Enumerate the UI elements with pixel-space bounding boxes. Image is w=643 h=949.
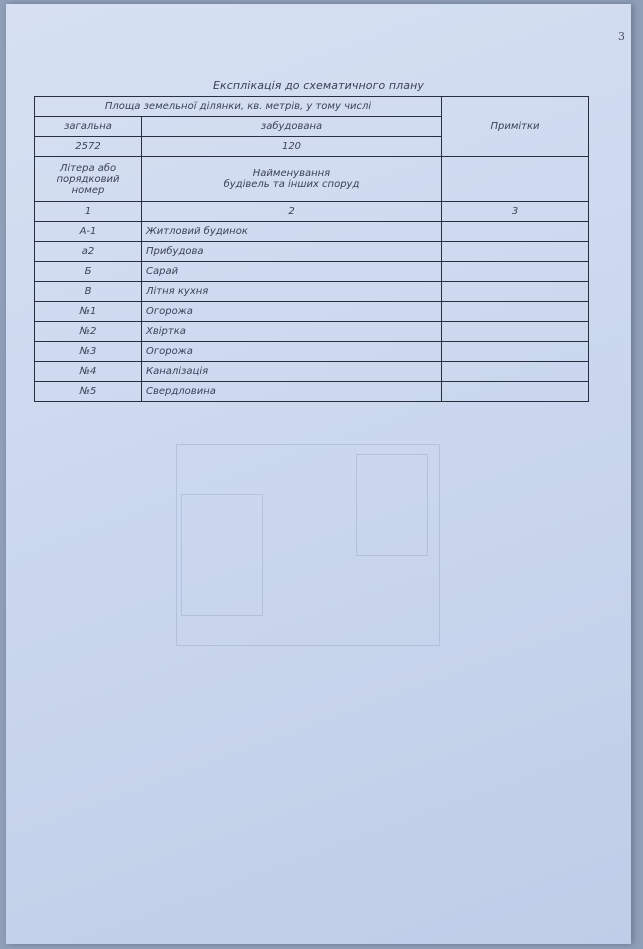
- row-letter: №2: [35, 322, 142, 342]
- table-row: [35, 382, 589, 402]
- total-area-value: 2572: [35, 137, 142, 157]
- name-header-line1: Найменування: [252, 168, 331, 179]
- notes-header: Примітки: [442, 97, 589, 157]
- row-note: [442, 222, 589, 242]
- row-letter: №5: [35, 382, 142, 402]
- row-letter: Б: [35, 262, 142, 282]
- page-number: 3: [618, 30, 625, 43]
- table-caption: Експлікація до схематичного плану: [212, 79, 425, 92]
- row-name: Хвіртка: [142, 322, 442, 342]
- table-row: [35, 242, 589, 262]
- total-area-label: загальна: [35, 117, 142, 137]
- table-row: [35, 342, 589, 362]
- col-number: 2: [142, 202, 442, 222]
- row-name: Огорожа: [142, 342, 442, 362]
- row-note: [442, 322, 589, 342]
- row-note: [442, 382, 589, 402]
- letter-header: Літера або порядковий номер: [35, 157, 142, 202]
- name-header-line2: будівель та інших споруд: [223, 179, 360, 190]
- area-header: Площа земельної ділянки, кв. метрів, у тому числі: [35, 97, 442, 117]
- built-area-value: 120: [142, 137, 442, 157]
- row-letter: №3: [35, 342, 142, 362]
- name-header: [142, 157, 442, 202]
- table-row: [35, 362, 589, 382]
- row-name: Житловий будинок: [142, 222, 442, 242]
- row-note: [442, 302, 589, 322]
- col-number: 3: [442, 202, 589, 222]
- table-row: [35, 302, 589, 322]
- row-name: Сарай: [142, 262, 442, 282]
- notes-header-blank: [442, 157, 589, 202]
- table-row: [35, 322, 589, 342]
- show-through-drawing: [356, 454, 428, 556]
- document-page: [6, 4, 631, 944]
- row-name: Прибудова: [142, 242, 442, 262]
- col-number: 1: [35, 202, 142, 222]
- row-name: Літня кухня: [142, 282, 442, 302]
- row-letter: В: [35, 282, 142, 302]
- table-row: [35, 222, 589, 242]
- row-name: Огорожа: [142, 302, 442, 322]
- show-through-drawing: [181, 494, 263, 616]
- table-row: [35, 262, 589, 282]
- row-name: Каналізація: [142, 362, 442, 382]
- row-letter: №4: [35, 362, 142, 382]
- row-note: [442, 242, 589, 262]
- table-row: [35, 282, 589, 302]
- row-letter: а2: [35, 242, 142, 262]
- built-area-label: забудована: [142, 117, 442, 137]
- row-letter: А-1: [35, 222, 142, 242]
- row-note: [442, 342, 589, 362]
- row-note: [442, 282, 589, 302]
- row-note: [442, 362, 589, 382]
- explication-table: [34, 96, 589, 402]
- row-name: Свердловина: [142, 382, 442, 402]
- row-note: [442, 262, 589, 282]
- row-letter: №1: [35, 302, 142, 322]
